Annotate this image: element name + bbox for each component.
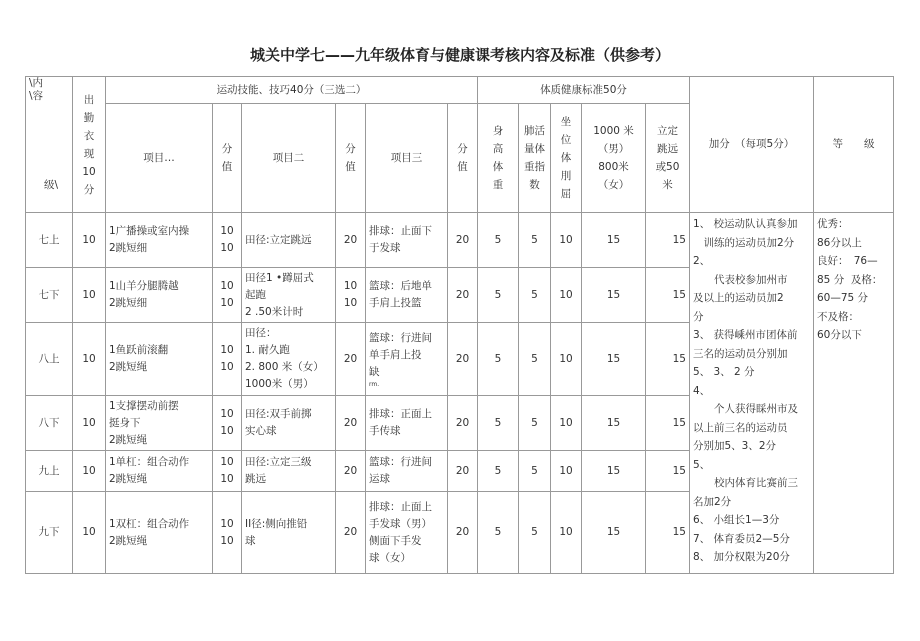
vital-capacity-cell: 5 [519, 323, 551, 396]
attendance-label: 现 [83, 147, 95, 160]
score2-cell-line: 20 [343, 464, 358, 477]
item2-cell [242, 268, 336, 323]
item3-cell [366, 323, 448, 396]
score-label: 值 [457, 161, 468, 173]
item3-note: rm. [369, 380, 380, 388]
item2-cell [242, 396, 336, 451]
item2-cell [242, 492, 336, 574]
header-label: 高 [492, 143, 504, 155]
bonus-rule-line: 4、 [693, 384, 711, 397]
score3-cell: 20 [448, 213, 478, 268]
run-cell: 15 [582, 396, 646, 451]
bonus-rule-line: 校内体育比赛前三 [693, 477, 798, 489]
grade-level-cell: 七上 [26, 213, 73, 268]
item2-cell [242, 451, 336, 492]
score2-cell-line: 20 [343, 233, 358, 246]
jump-cell: 15 [646, 451, 690, 492]
score1-cell-line: 10 [220, 517, 234, 530]
item3-cell-line: 球（女） [369, 551, 411, 564]
height-weight-cell: 5 [478, 451, 519, 492]
score2-cell [336, 396, 366, 451]
item1-cell-line: 2跳短绳 [109, 433, 148, 446]
item2-cell-line: 起跑 [245, 288, 266, 301]
grade-standard-line: 85 分 及格： [817, 273, 883, 286]
item3-cell-line: 篮球：行进间 [369, 331, 432, 344]
score1-cell-line: 10 [220, 473, 234, 485]
item1-cell-line: 2跳短绳 [109, 534, 148, 547]
header-label: 1000 米 [593, 125, 634, 137]
item3-cell-line: 篮球：行进间 [369, 456, 432, 468]
grade-standard-line: 60—75 分 [817, 292, 869, 304]
score1-cell-line: 10 [220, 534, 234, 547]
score1-cell [213, 268, 242, 323]
bonus-rule-line: 3、 获得嵊州市团体前 [693, 329, 798, 341]
header-label: 跳远 [657, 143, 678, 155]
bonus-rule-line: 分 [693, 310, 704, 323]
height-weight-cell: 5 [478, 213, 519, 268]
grade-level-cell: 八上 [26, 323, 73, 396]
score3-cell: 20 [448, 323, 478, 396]
grade-standard-line: 不及格： [817, 310, 859, 323]
item3-cell-line: 排球：止面上 [369, 500, 432, 513]
header-label: 屈 [560, 188, 572, 200]
header-label: 体 [492, 161, 504, 173]
vital-capacity-cell: 5 [519, 492, 551, 574]
item1-cell-line: 1双杠：组合动作 [109, 517, 190, 530]
item2-cell-line: 1000米（男） [245, 378, 314, 390]
jump-cell: 15 [646, 323, 690, 396]
attendance-cell: 10 [73, 396, 106, 451]
score3-cell: 20 [448, 492, 478, 574]
sit-reach-cell: 10 [551, 268, 582, 323]
bonus-rule-line: 名加2分 [693, 495, 732, 508]
score2-cell-line: 20 [343, 526, 358, 538]
item1-header: 项目… [106, 104, 213, 213]
bonus-rule-line: 7、 体育委员2—5分 [693, 532, 790, 545]
header-label: 重 [492, 179, 504, 191]
header-label: 肺活 [524, 125, 545, 137]
item2-cell-line: 田径： [245, 327, 277, 339]
score-header [448, 104, 478, 213]
item1-cell [106, 323, 213, 396]
score2-cell [336, 213, 366, 268]
vital-capacity-header [519, 104, 551, 213]
header-label: 米 [662, 179, 673, 191]
score1-cell-line: 10 [220, 361, 234, 373]
score1-cell [213, 492, 242, 574]
vital-capacity-cell: 5 [519, 396, 551, 451]
attendance-cell: 10 [73, 268, 106, 323]
score3-cell: 20 [448, 396, 478, 451]
grade-level-cell: 七下 [26, 268, 73, 323]
run-header [582, 104, 646, 213]
bonus-rule-line: 训练的运动员加2分 [693, 236, 795, 249]
vital-capacity-cell: 5 [519, 268, 551, 323]
score-label: 分 [457, 143, 468, 155]
grade-standard-line: 86分以上 [817, 236, 862, 249]
bonus-rule-line: 8、 加分权限为20分 [693, 551, 790, 563]
attendance-cell: 10 [73, 323, 106, 396]
item3-cell-line: 缺 [369, 365, 380, 378]
sit-reach-header [551, 104, 582, 213]
item3-cell-line: 手发球（男） [369, 517, 432, 530]
score-header [213, 104, 242, 213]
item1-cell [106, 396, 213, 451]
item3-cell [366, 213, 448, 268]
bonus-rule-line: 及以上的运动员加2 [693, 292, 784, 304]
score3-cell: 20 [448, 451, 478, 492]
item1-cell-line: 2跳短细 [109, 242, 148, 254]
item3-cell-line: 手传球 [369, 425, 401, 437]
header-label: 或50 [655, 161, 680, 173]
score-label: 分 [221, 143, 233, 155]
item3-cell [366, 268, 448, 323]
score1-cell-line: 10 [220, 344, 234, 356]
score1-cell-line: 10 [220, 456, 234, 468]
score1-cell-line: 10 [220, 225, 234, 237]
score1-cell-line: 10 [220, 297, 234, 309]
bonus-header: 加分 （每项5分） [690, 77, 814, 213]
header-label: 重指 [524, 161, 545, 173]
score2-cell-line: 10 [343, 280, 358, 292]
item2-cell-line: 2. 800 米（女） [245, 361, 324, 373]
bonus-rule-line: 个人获得睬州市及 [693, 403, 798, 415]
attendance-cell: 10 [73, 451, 106, 492]
score2-cell [336, 323, 366, 396]
item3-cell-line: 侧面下手发 [369, 534, 422, 547]
jump-cell: 15 [646, 492, 690, 574]
grade-standard-cell [814, 213, 894, 574]
skills-header: 运动技能、技巧40分（三选二） [106, 77, 478, 104]
header-label: 位 [560, 134, 572, 146]
bonus-rule-line: 以上前三名的运动员 [693, 421, 788, 434]
grade-level-cell: 九上 [26, 451, 73, 492]
attendance-label: 出 [83, 93, 95, 106]
score1-cell [213, 451, 242, 492]
sit-reach-cell: 10 [551, 492, 582, 574]
bonus-rule-line: 1、 校运动队认真参加 [693, 218, 798, 230]
item2-cell-line: II径:侧向推铅 [245, 517, 308, 530]
header-label: 体 [560, 152, 572, 164]
bonus-rule-line: 6、 小组长1—3分 [693, 514, 780, 526]
score3-cell: 20 [448, 268, 478, 323]
header-label: 坐 [560, 116, 572, 128]
bonus-rule-line: 2、 [693, 255, 711, 267]
run-cell: 15 [582, 268, 646, 323]
item1-cell-line: 1单杠：组合动作 [109, 456, 190, 468]
attendance-label: 勤 [83, 111, 95, 124]
header-label: 身 [492, 125, 504, 137]
item2-header: 项目二 [242, 104, 336, 213]
grade-standard-line: 优秀： [817, 218, 849, 230]
item3-cell-line: 于发球 [369, 242, 401, 254]
table-row [26, 213, 894, 268]
item3-cell-line: 排球：正面上 [369, 408, 432, 420]
score2-cell [336, 492, 366, 574]
header-label: 量体 [524, 143, 545, 155]
bonus-rule-line: 三名的运动员分别加 [693, 347, 788, 360]
corner-top: \内 \容 [29, 77, 44, 102]
bonus-rule-line: 分别加5、3、2分 [693, 440, 777, 452]
jump-cell: 15 [646, 268, 690, 323]
item2-cell-line: 球 [245, 534, 256, 547]
page-title: 城关中学七——九年级体育与健康课考核内容及标准（供参考） [249, 46, 670, 64]
item1-cell-line: 1山羊分腿腾越 [109, 280, 179, 292]
height-weight-header [478, 104, 519, 213]
item3-cell [366, 492, 448, 574]
grade-level-cell: 八下 [26, 396, 73, 451]
bonus-rules-cell [690, 213, 814, 574]
attendance-label: 分 [83, 183, 95, 196]
sit-reach-cell: 10 [551, 396, 582, 451]
sit-reach-cell: 10 [551, 323, 582, 396]
run-cell: 15 [582, 213, 646, 268]
item1-cell [106, 451, 213, 492]
attendance-label: 10 [82, 165, 96, 178]
score1-cell-line: 10 [220, 242, 234, 254]
attendance-header [73, 77, 106, 213]
attendance-cell: 10 [73, 492, 106, 574]
height-weight-cell: 5 [478, 268, 519, 323]
item1-cell [106, 492, 213, 574]
item1-cell [106, 268, 213, 323]
item1-cell-line: 1支撑摆动前摆 [109, 399, 179, 412]
bonus-rule-line: 5、 3、 2 分 [693, 366, 755, 378]
item3-cell-line: 篮球：后地单 [369, 280, 432, 292]
grade-standard-line: 60分以下 [817, 329, 862, 341]
header-label: 800米 [598, 161, 629, 173]
score1-cell [213, 213, 242, 268]
run-cell: 15 [582, 451, 646, 492]
run-cell: 15 [582, 323, 646, 396]
item3-cell-line: 单手肩上投 [369, 348, 422, 361]
item2-cell-line: 实心球 [245, 425, 277, 437]
item2-cell-line: 田径:立定跳远 [245, 233, 312, 246]
vital-capacity-cell: 5 [519, 451, 551, 492]
item3-cell-line: 运球 [369, 473, 390, 485]
item1-cell-line: 2跳短细 [109, 297, 148, 309]
item1-cell [106, 213, 213, 268]
item3-header: 项目三 [366, 104, 448, 213]
grade-level-cell: 九下 [26, 492, 73, 574]
score2-cell-line: 10 [343, 297, 358, 309]
corner-header-cell [26, 77, 73, 213]
item1-cell-line: 2跳短绳 [109, 473, 148, 485]
item2-cell-line: 跳远 [245, 473, 266, 485]
corner-bottom: 级\ [44, 179, 59, 191]
header-label: 数 [529, 179, 540, 191]
bonus-rule-line: 5、 [693, 458, 711, 471]
score1-cell-line: 10 [220, 425, 234, 437]
jump-header [646, 104, 690, 213]
item3-cell-line: 手肩上投篮 [369, 297, 422, 309]
item2-cell-line: 田径:立定三级 [245, 456, 312, 468]
height-weight-cell: 5 [478, 396, 519, 451]
item1-cell-line: 2跳短绳 [109, 361, 148, 373]
item2-cell [242, 323, 336, 396]
item1-cell-line: 挺身下 [109, 416, 141, 429]
header-label: 立定 [657, 125, 678, 137]
height-weight-cell: 5 [478, 492, 519, 574]
score2-cell [336, 268, 366, 323]
header-label: （女） [597, 179, 630, 191]
item3-cell-line: 排球：止面下 [369, 225, 432, 237]
item2-cell-line: 田径1 •蹲屈式 [245, 271, 314, 284]
item3-cell [366, 396, 448, 451]
score1-cell-line: 10 [220, 280, 234, 292]
item2-cell-line: 1. 耐久跑 [245, 344, 290, 356]
score2-cell [336, 451, 366, 492]
sit-reach-cell: 10 [551, 451, 582, 492]
item2-cell-line: 田径:双手前掷 [245, 408, 312, 420]
assessment-table [25, 76, 894, 574]
height-weight-cell: 5 [478, 323, 519, 396]
grade-header: 等 级 [814, 77, 894, 213]
sit-reach-cell: 10 [551, 213, 582, 268]
header-label: （男） [597, 143, 630, 155]
run-cell: 15 [582, 492, 646, 574]
score1-cell [213, 323, 242, 396]
jump-cell: 15 [646, 213, 690, 268]
attendance-cell: 10 [73, 213, 106, 268]
score-label: 值 [221, 161, 233, 173]
attendance-label: 衣 [83, 129, 95, 142]
score2-cell-line: 20 [343, 416, 358, 429]
item3-cell [366, 451, 448, 492]
score1-cell [213, 396, 242, 451]
score1-cell-line: 10 [220, 408, 234, 420]
item2-cell-line: 2 .50米计时 [245, 305, 304, 318]
item1-cell-line: 1鱼跃前滚翻 [109, 344, 169, 356]
fitness-header: 体质健康标准50分 [478, 77, 690, 104]
item1-cell-line: 1广播操或室内操 [109, 225, 190, 237]
score-label: 值 [345, 161, 356, 173]
score-label: 分 [345, 143, 356, 155]
jump-cell: 15 [646, 396, 690, 451]
grade-standard-line: 良好： 76— [817, 255, 878, 267]
header-label: 刖 [560, 170, 572, 182]
score-header [336, 104, 366, 213]
score2-cell-line: 20 [343, 352, 358, 365]
vital-capacity-cell: 5 [519, 213, 551, 268]
bonus-rule-line: 代表校参加州市 [693, 273, 788, 286]
item2-cell [242, 213, 336, 268]
